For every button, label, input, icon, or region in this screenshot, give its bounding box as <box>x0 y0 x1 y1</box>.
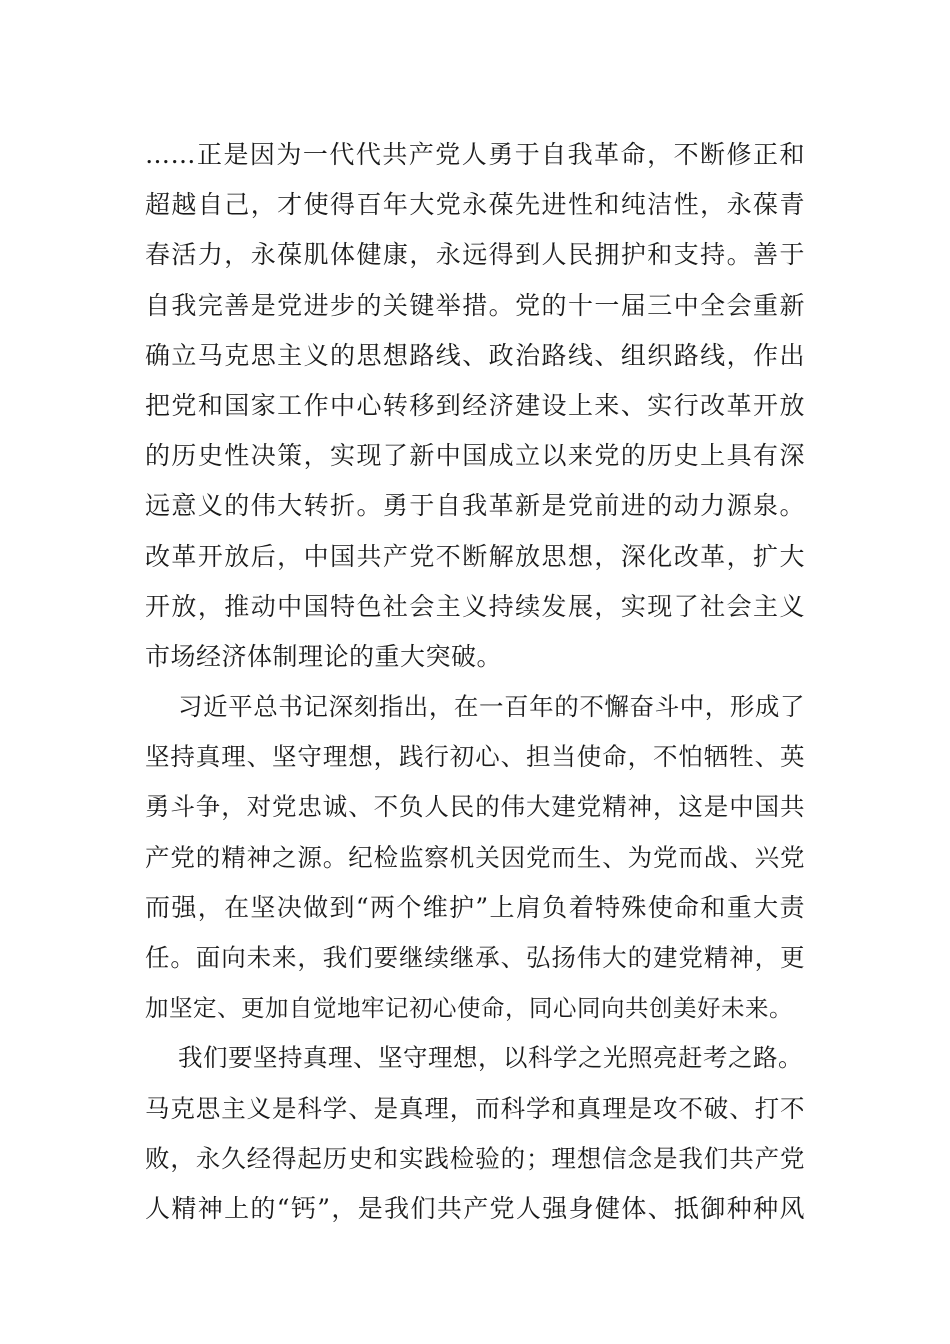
text-line: 春活力，永葆肌体健康，永远得到人民拥护和支持。善于 <box>145 240 805 270</box>
text-line: 任。面向未来，我们要继续继承、弘扬伟大的建党精神，更 <box>145 943 805 972</box>
text-line: 把党和国家工作中心转移到经济建设上来、实行改革开放 <box>145 390 805 420</box>
text-line: 加坚定、更加自觉地牢记初心使命，同心同向共创美好未来。 <box>145 994 793 1023</box>
text-line: 确立马克思主义的思想路线、政治路线、组织路线，作出 <box>145 340 805 370</box>
text-line: 产党的精神之源。纪检监察机关因党而生、为党而战、兴党 <box>145 842 805 872</box>
text-line: 自我完善是党进步的关键举措。党的十一届三中全会重新 <box>145 290 805 320</box>
body-text <box>145 130 805 1234</box>
text-line: 开放，推动中国特色社会主义持续发展，实现了社会主义 <box>145 591 805 621</box>
text-line: 马克思主义是科学、是真理，而科学和真理是攻不破、打不 <box>145 1093 805 1123</box>
text-line: 败，永久经得起历史和实践检验的；理想信念是我们共产党 <box>145 1143 805 1173</box>
paragraph-start-line: 习近平总书记深刻指出，在一百年的不懈奋斗中，形成了 <box>178 692 805 722</box>
text-line: 勇斗争，对党忠诚、不负人民的伟大建党精神，这是中国共 <box>145 792 805 822</box>
text-line: 市场经济体制理论的重大突破。 <box>145 641 503 671</box>
text-line: ……正是因为一代代共产党人勇于自我革命，不断修正和 <box>145 140 805 169</box>
text-line: 而强，在坚决做到“两个维护”上肩负着特殊使命和重大责 <box>145 892 805 922</box>
text-line: 远意义的伟大转折。勇于自我革新是党前进的动力源泉。 <box>145 491 805 521</box>
text-line: 的历史性决策，实现了新中国成立以来党的历史上具有深 <box>145 441 805 471</box>
text-line: 坚持真理、坚守理想，践行初心、担当使命，不怕牺牲、英 <box>145 742 805 772</box>
paragraph-start-line: 我们要坚持真理、坚守理想，以科学之光照亮赶考之路。 <box>178 1043 803 1073</box>
text-line: 人精神上的“钙”，是我们共产党人强身健体、抵御种种风 <box>145 1193 805 1223</box>
text-line: 超越自己，才使得百年大党永葆先进性和纯洁性，永葆青 <box>145 190 805 220</box>
text-line: 改革开放后，中国共产党不断解放思想，深化改革，扩大 <box>145 541 805 571</box>
